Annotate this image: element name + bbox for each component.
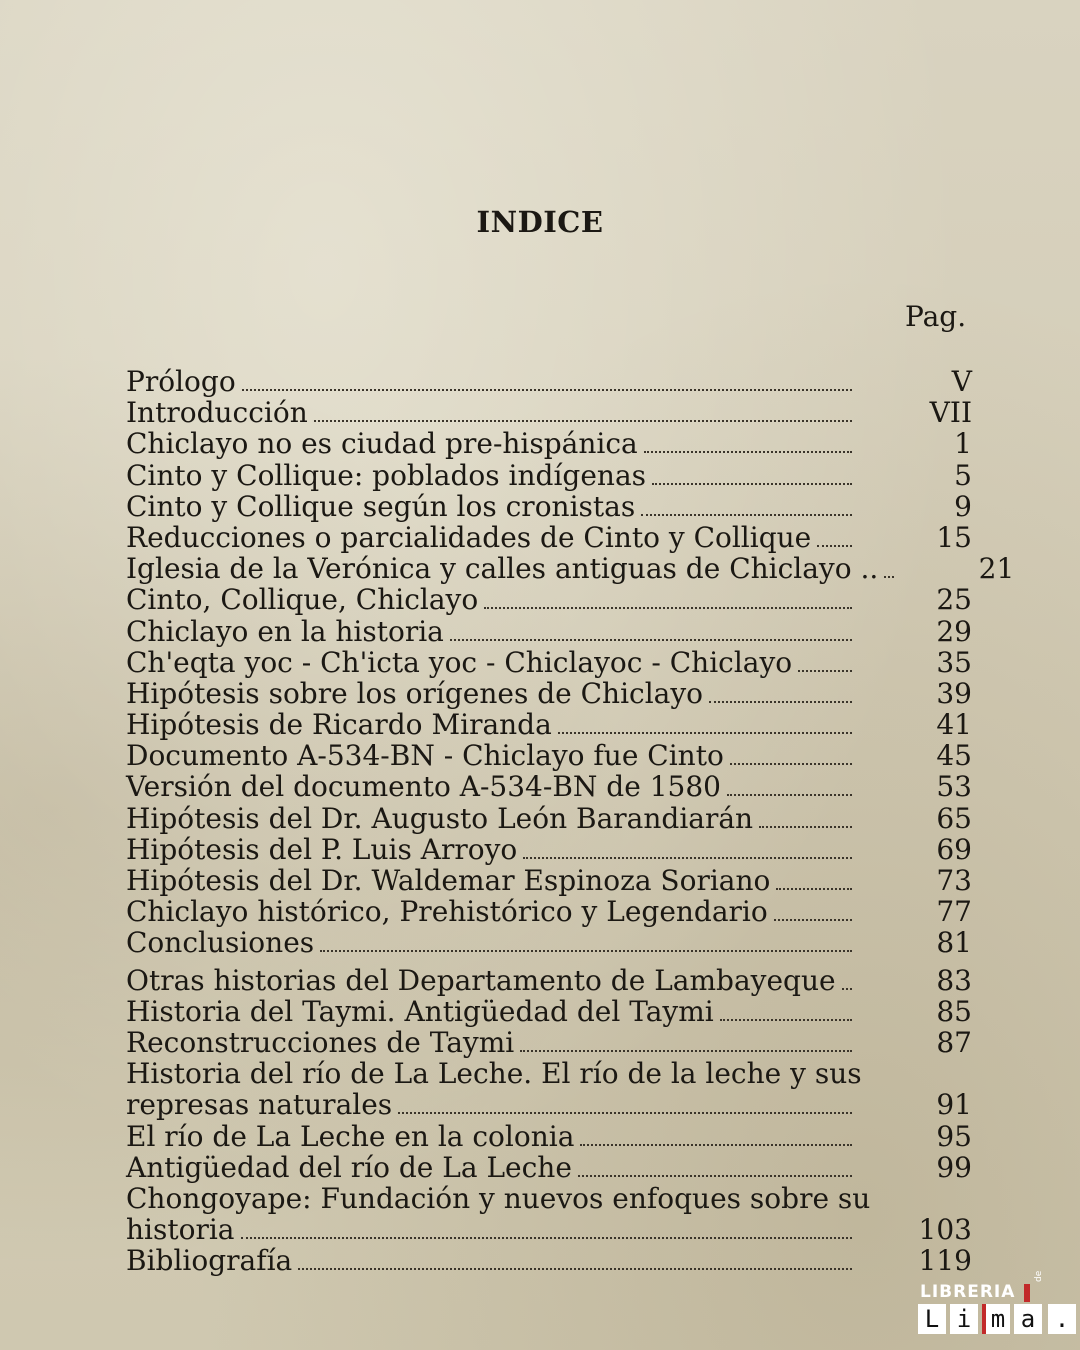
toc-entry-page: 41 (936, 708, 972, 742)
toc-entry (126, 709, 976, 740)
toc-entry (126, 896, 976, 927)
toc-entry (126, 647, 976, 678)
toc-entry-title: Iglesia de la Verónica y calles antiguas de Chiclayo .. (126, 552, 879, 586)
toc-entry (126, 1183, 976, 1214)
toc-entry-title: Hipótesis de Ricardo Miranda (126, 708, 552, 742)
toc-entry-title: Cinto, Collique, Chiclayo (126, 583, 479, 617)
toc-entry (126, 678, 976, 709)
toc-entry-title: Historia del Taymi. Antigüedad del Taymi (126, 994, 714, 1028)
dot-leader (580, 1144, 852, 1146)
toc-entry-page: 45 (936, 739, 972, 773)
toc-entry-page: 73 (936, 864, 972, 897)
dot-leader (774, 919, 852, 921)
toc-entry-page: 21 (978, 552, 1015, 586)
toc-entry (126, 996, 976, 1027)
logo-small-text: de (1034, 1270, 1044, 1282)
dot-leader (776, 888, 852, 890)
dot-leader (578, 1175, 852, 1177)
dot-leader (798, 670, 852, 672)
toc-entry-page: 69 (936, 832, 972, 866)
toc-entry-title: represas naturales (126, 1088, 393, 1122)
toc-entry-page: V (951, 365, 972, 398)
dot-leader (241, 1237, 853, 1239)
toc-entry-title: Cinto y Collique: poblados indígenas (126, 458, 647, 492)
toc-entry-title: Hipótesis del Dr. Waldemar Espinoza Soriano (126, 864, 771, 897)
toc-entry-page: 119 (918, 1244, 972, 1278)
toc-entry (126, 428, 976, 459)
table-of-contents (126, 365, 1015, 1278)
toc-entry (126, 771, 976, 802)
toc-entry-page: 87 (936, 1025, 972, 1059)
toc-entry-title: Bibliografía (126, 1244, 293, 1278)
logo-top-text: LIBRERIA (920, 1282, 1016, 1302)
dot-leader (523, 857, 852, 859)
dot-leader (709, 701, 852, 703)
toc-entry (126, 865, 976, 896)
dot-leader (298, 1268, 852, 1270)
toc-entry-page: 39 (936, 676, 972, 710)
toc-entry (126, 552, 1015, 586)
toc-entry (126, 522, 976, 553)
toc-entry (126, 1121, 976, 1152)
toc-entry-title: Hipótesis sobre los orígenes de Chiclayo (126, 676, 704, 710)
toc-entry (126, 803, 976, 834)
toc-entry-page: 91 (936, 1088, 972, 1122)
toc-entry-page: 99 (936, 1150, 972, 1184)
toc-entry (126, 397, 976, 428)
dot-leader (641, 514, 852, 516)
toc-entry-page: 5 (954, 458, 972, 492)
dot-leader (242, 389, 852, 391)
dot-leader (484, 607, 852, 609)
logo-letter: a (1014, 1304, 1042, 1334)
logo-red-bar (1024, 1284, 1030, 1302)
logo-letter: m (982, 1304, 1010, 1334)
toc-entry-page: 53 (936, 770, 972, 804)
toc-entry (126, 460, 976, 491)
dot-leader (320, 950, 852, 952)
dot-leader (652, 483, 852, 485)
toc-entry-page: VII (929, 396, 972, 430)
dot-leader (644, 451, 852, 453)
toc-entry-title: Hipótesis del P. Luis Arroyo (126, 832, 518, 866)
toc-entry (126, 1089, 976, 1120)
toc-entry (126, 965, 976, 996)
toc-entry (126, 1027, 976, 1058)
toc-entry (126, 1214, 976, 1245)
toc-entry-title: Chiclayo en la historia (126, 614, 444, 648)
toc-entry (126, 1058, 976, 1089)
toc-entry-title: Historia del río de La Leche. El río de la leche y sus (126, 1057, 862, 1091)
toc-entry-page: 1 (954, 427, 972, 461)
watermark-logo (918, 1270, 1070, 1336)
toc-entry-title: Chiclayo no es ciudad pre-hispánica (126, 427, 638, 461)
toc-entry-title: Introducción (126, 396, 308, 430)
toc-entry-title: Ch'eqta yoc - Ch'icta yoc - Chiclayoc - Chiclayo (126, 645, 793, 679)
dot-leader (520, 1050, 852, 1052)
toc-entry-title: Versión del documento A-534-BN de 1580 (126, 770, 721, 804)
toc-entry-page: 95 (936, 1119, 972, 1153)
toc-entry-title: Otras historias del Departamento de Lambayeque (126, 963, 836, 997)
toc-entry-page: 9 (954, 489, 972, 523)
toc-entry (126, 366, 976, 397)
toc-entry-page: 65 (936, 801, 972, 835)
toc-entry-page: 83 (936, 963, 972, 997)
toc-entry (126, 927, 976, 958)
toc-entry-page: 35 (936, 645, 972, 679)
dot-leader (730, 763, 852, 765)
logo-letter: i (950, 1304, 978, 1334)
toc-entry-page: 77 (936, 895, 972, 929)
toc-entry (126, 584, 976, 615)
dot-leader (842, 988, 852, 990)
dot-leader (450, 639, 852, 641)
page-title: INDICE (476, 205, 604, 239)
toc-entry-title: El río de La Leche en la colonia (126, 1119, 575, 1153)
page-column-label: Pag. (905, 300, 967, 333)
toc-entry-page: 29 (936, 614, 972, 648)
dot-leader (398, 1112, 852, 1114)
toc-entry (126, 491, 976, 522)
logo-dot: . (1048, 1304, 1076, 1334)
toc-entry (126, 1245, 976, 1276)
toc-entry-page: 15 (936, 520, 972, 554)
toc-entry (126, 740, 976, 771)
toc-entry-page: 85 (936, 994, 972, 1028)
toc-entry (126, 616, 976, 647)
toc-entry-title: Chongoyape: Fundación y nuevos enfoques sobre su (126, 1181, 871, 1215)
dot-leader (314, 420, 852, 422)
toc-entry-page: 81 (936, 926, 972, 960)
toc-entry-title: historia (126, 1213, 235, 1247)
toc-entry-title: Reducciones o parcialidades de Cinto y Collique (126, 520, 812, 554)
logo-letter: L (918, 1304, 946, 1334)
toc-entry-title: Reconstrucciones de Taymi (126, 1025, 515, 1059)
toc-entry-title: Prólogo (126, 365, 236, 398)
dot-leader (558, 732, 852, 734)
toc-entry-title: Hipótesis del Dr. Augusto León Barandiarán (126, 801, 754, 835)
toc-entry-title: Chiclayo histórico, Prehistórico y Legendario (126, 895, 768, 929)
toc-entry-title: Conclusiones (126, 926, 315, 960)
toc-entry-page: 103 (918, 1213, 972, 1247)
logo-letter-boxes (918, 1304, 1080, 1334)
toc-entry-title: Documento A-534-BN - Chiclayo fue Cinto (126, 739, 724, 773)
toc-entry-page: 25 (936, 583, 972, 617)
toc-entry (126, 834, 976, 865)
toc-entry (126, 1152, 976, 1183)
dot-leader (727, 794, 852, 796)
toc-entry-title: Cinto y Collique según los cronistas (126, 489, 636, 523)
dot-leader (759, 826, 852, 828)
dot-leader (884, 576, 894, 578)
dot-leader (817, 545, 852, 547)
toc-entry-title: Antigüedad del río de La Leche (126, 1150, 572, 1184)
dot-leader (720, 1019, 852, 1021)
